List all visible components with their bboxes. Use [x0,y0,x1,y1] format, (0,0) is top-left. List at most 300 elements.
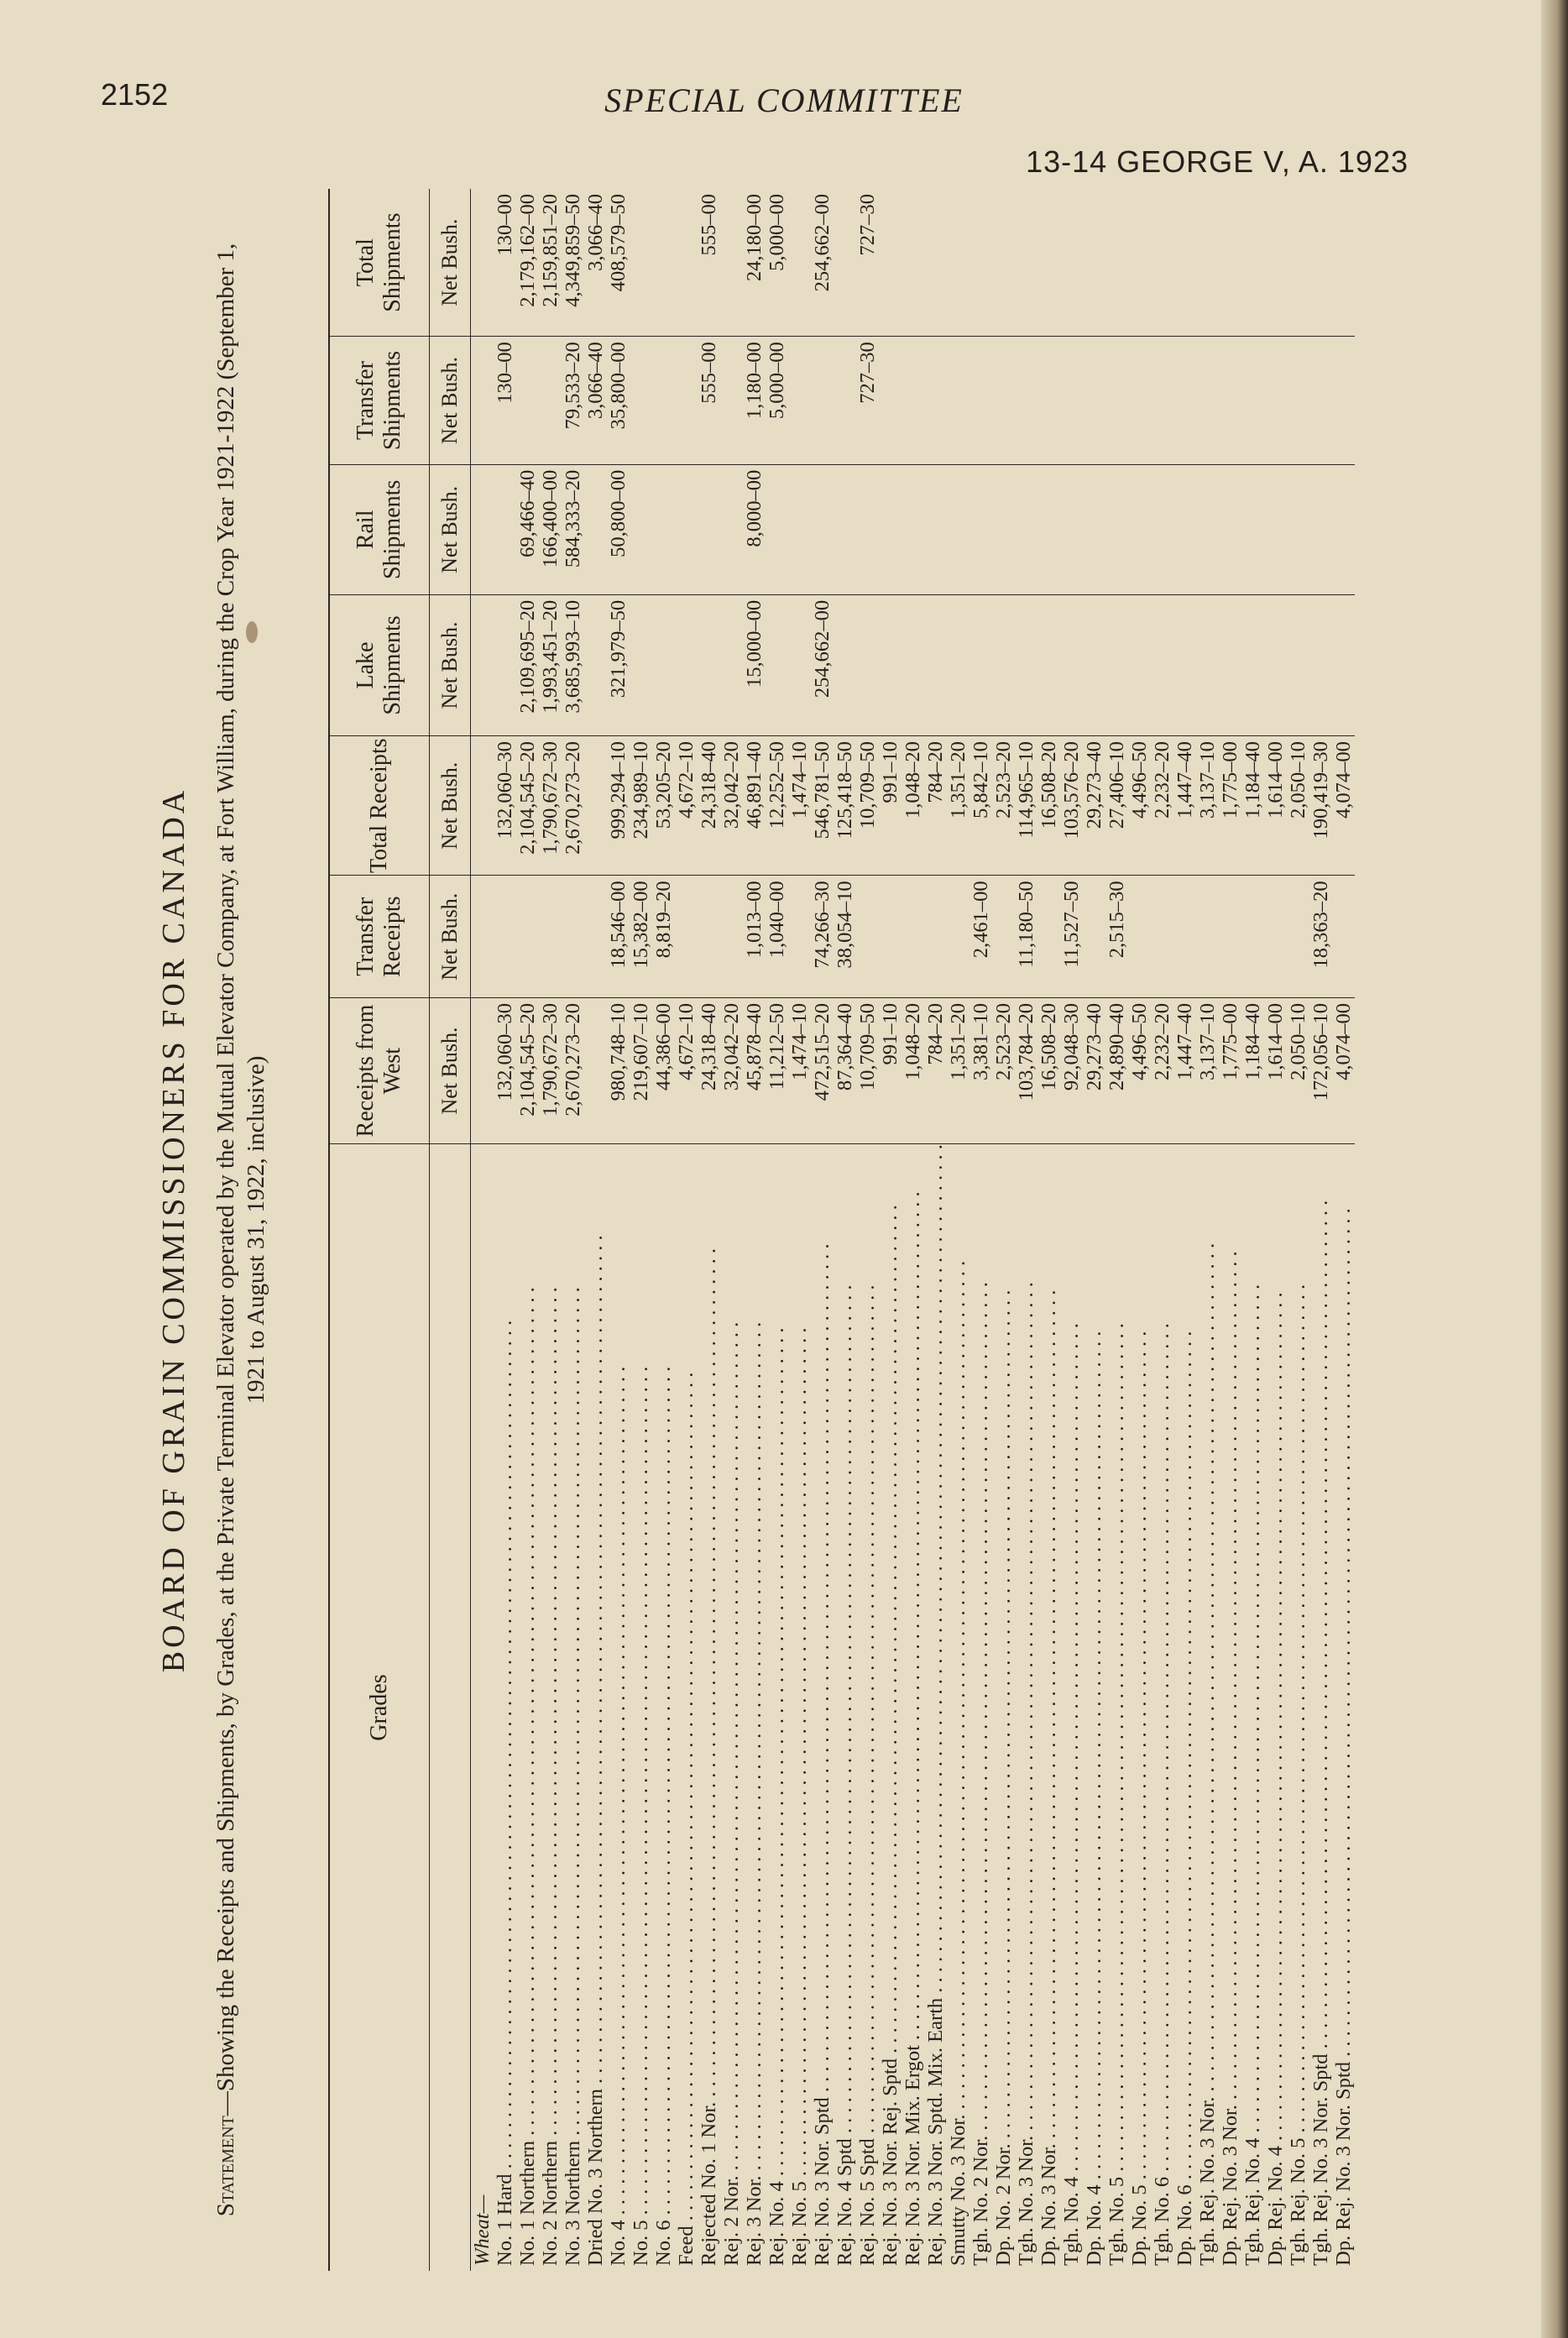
grade-label: Dried No. 3 Northern [584,2089,607,2266]
transfer-shipments-cell [1196,337,1219,465]
grade-cell [630,1144,652,2271]
total-receipts-cell: 103,576–20 [1060,736,1083,876]
table-row [516,189,539,2271]
rail-shipments-cell [1173,464,1196,594]
transfer-shipments-cell [516,337,539,465]
grade-label: No. 1 Northern [516,2140,539,2266]
total-shipments-cell [675,189,698,337]
table-row [494,189,516,2271]
receipts-west-cell: 24,318–40 [698,998,720,1144]
page-running-title: SPECIAL COMMITTEE [604,81,964,119]
rail-shipments-cell [652,464,675,594]
rail-shipments-cell [1287,464,1309,594]
total-receipts-cell: 46,891–40 [743,736,766,876]
table-row [1219,189,1241,2271]
lake-shipments-cell [788,594,811,735]
table-row [788,189,811,2271]
rail-shipments-cell [902,464,924,594]
transfer-receipts-cell [1264,876,1287,998]
transfer-shipments-cell [924,337,947,465]
rail-shipments-cell [834,464,856,594]
transfer-shipments-cell [1083,337,1105,465]
receipts-west-cell: 784–20 [924,998,947,1144]
col-transfer-shipments: Transfer Shipments [329,337,430,465]
total-shipments-cell: 727–30 [856,189,879,337]
transfer-receipts-cell: 11,527–50 [1060,876,1083,998]
transfer-receipts-cell [516,876,539,998]
lake-shipments-cell: 1,993,451–20 [539,594,562,735]
grade-label: No. 4 [607,2220,630,2266]
total-shipments-cell [970,189,992,337]
total-shipments-cell: 4,349,859–50 [562,189,584,337]
lake-shipments-cell [1287,594,1309,735]
transfer-shipments-cell: 130–00 [494,337,516,465]
grade-label: Tgh. No. 3 Nor. [1015,2135,1037,2266]
lake-shipments-cell [1151,594,1173,735]
total-shipments-cell [1332,189,1355,337]
grade-label: Dp. No. 6 [1173,2184,1196,2266]
grade-label: Tgh. No. 5 [1105,2176,1128,2266]
grade-label: No. 1 Hard [494,2173,516,2266]
table-row [1105,189,1128,2271]
transfer-shipments-cell: 555–00 [698,337,720,465]
transfer-shipments-cell [834,337,856,465]
receipts-west-cell: 16,508–20 [1037,998,1060,1144]
grade-label: Tgh. Rej. No. 5 [1287,2137,1309,2266]
grade-cell [675,1144,698,2271]
transfer-receipts-cell: 74,266–30 [811,876,834,998]
receipts-west-cell: 2,050–10 [1287,998,1309,1144]
table-row [1264,189,1287,2271]
unit-label: Net Bush. [430,594,471,735]
receipts-west-cell: 29,273–40 [1083,998,1105,1144]
receipts-west-cell: 980,748–10 [607,998,630,1144]
table-row [630,189,652,2271]
transfer-shipments-cell [811,337,834,465]
table-row [743,189,766,2271]
rail-shipments-cell [1105,464,1128,594]
total-shipments-cell [1083,189,1105,337]
lake-shipments-cell [1105,594,1128,735]
receipts-west-cell: 92,048–30 [1060,998,1083,1144]
col-rail-shipments: Rail Shipments [329,464,430,594]
grade-label: No. 3 Northern [562,2140,584,2266]
table-row [1060,189,1083,2271]
transfer-receipts-cell [992,876,1015,998]
total-receipts-cell: 114,965–10 [1015,736,1037,876]
lake-shipments-cell [1173,594,1196,735]
rail-shipments-cell [698,464,720,594]
transfer-shipments-cell: 79,533–20 [562,337,584,465]
grade-label: Tgh. Rej. No. 3 Nor. Sptd [1309,2053,1332,2266]
lake-shipments-cell [720,594,743,735]
total-receipts-cell: 1,351–20 [947,736,970,876]
total-receipts-cell: 27,406–10 [1105,736,1128,876]
grade-cell [1287,1144,1309,2271]
table-row [1128,189,1151,2271]
table-row [834,189,856,2271]
table-row [879,189,902,2271]
transfer-receipts-cell: 38,054–10 [834,876,856,998]
transfer-receipts-cell [1151,876,1173,998]
receipts-west-cell: 172,056–10 [1309,998,1332,1144]
transfer-receipts-cell: 2,461–00 [970,876,992,998]
unit-label: Net Bush. [430,337,471,465]
grade-cell [1151,1144,1173,2271]
receipts-west-cell: 4,672–10 [675,998,698,1144]
receipts-west-cell: 44,386–00 [652,998,675,1144]
rail-shipments-cell [1060,464,1083,594]
lake-shipments-cell: 3,685,993–10 [562,594,584,735]
receipts-west-cell: 2,523–20 [992,998,1015,1144]
rail-shipments-cell [1332,464,1355,594]
grade-cell [652,1144,675,2271]
total-shipments-cell: 408,579–50 [607,189,630,337]
lake-shipments-cell: 15,000–00 [743,594,766,735]
grade-label: Rej. No. 5 Sptd [856,2138,879,2266]
grade-cell [1105,1144,1128,2271]
transfer-receipts-cell [1173,876,1196,998]
header-row [329,189,430,2271]
col-receipts-west: Receipts from West [329,998,430,1144]
transfer-receipts-cell [675,876,698,998]
grade-cell [788,1144,811,2271]
grade-label: Tgh. No. 6 [1151,2176,1173,2266]
lake-shipments-cell [879,594,902,735]
rail-shipments-cell: 50,800–00 [607,464,630,594]
lake-shipments-cell: 321,979–50 [607,594,630,735]
rail-shipments-cell [1037,464,1060,594]
grade-cell [607,1144,630,2271]
transfer-shipments-cell [992,337,1015,465]
total-receipts-cell: 1,474–10 [788,736,811,876]
transfer-receipts-cell [1219,876,1241,998]
receipts-west-cell: 991–10 [879,998,902,1144]
unit-row [430,189,471,2271]
total-shipments-cell: 3,066–40 [584,189,607,337]
grade-cell [1060,1144,1083,2271]
transfer-receipts-cell [720,876,743,998]
table-row [992,189,1015,2271]
transfer-shipments-cell [788,337,811,465]
total-receipts-cell: 991–10 [879,736,902,876]
grade-label: Dp. Rej. No. 4 [1264,2146,1287,2266]
rail-shipments-cell: 584,333–20 [562,464,584,594]
total-receipts-cell: 2,523–20 [992,736,1015,876]
total-shipments-cell [924,189,947,337]
grade-cell [1015,1144,1037,2271]
receipts-west-cell: 2,670,273–20 [562,998,584,1144]
rail-shipments-cell [924,464,947,594]
transfer-shipments-cell [1015,337,1037,465]
grade-label: Rej. 3 Nor. [743,2175,766,2266]
total-receipts-cell: 3,137–10 [1196,736,1219,876]
grade-label: Rej. No. 3 Nor. Mix. Ergot [902,2045,924,2266]
table-row [1241,189,1264,2271]
unit-label: Net Bush. [430,464,471,594]
grade-label: Rej. No. 3 Nor. Sptd [811,2097,834,2266]
rail-shipments-cell [1128,464,1151,594]
rail-shipments-cell [720,464,743,594]
receipts-west-cell: 3,381–10 [970,998,992,1144]
total-receipts-cell: 10,709–50 [856,736,879,876]
transfer-shipments-cell [1105,337,1128,465]
receipts-west-cell: 1,184–40 [1241,998,1264,1144]
unit-label: Net Bush. [430,876,471,998]
lake-shipments-cell [1264,594,1287,735]
col-transfer-receipts: Transfer Receipts [329,876,430,998]
transfer-receipts-cell: 18,546–00 [607,876,630,998]
transfer-receipts-cell [1241,876,1264,998]
rail-shipments-cell: 69,466–40 [516,464,539,594]
lake-shipments-cell [1060,594,1083,735]
total-shipments-cell [834,189,856,337]
rail-shipments-cell [970,464,992,594]
rail-shipments-cell [811,464,834,594]
total-receipts-cell: 29,273–40 [1083,736,1105,876]
total-shipments-cell [1219,189,1241,337]
transfer-shipments-cell [947,337,970,465]
grade-label: Feed [675,2226,698,2266]
table-row [1196,189,1219,2271]
receipts-west-cell: 32,042–20 [720,998,743,1144]
total-receipts-cell: 132,060–30 [494,736,516,876]
grade-cell [562,1144,584,2271]
total-shipments-cell [1128,189,1151,337]
unit-label: Net Bush. [430,189,471,337]
transfer-shipments-cell [1287,337,1309,465]
total-shipments-cell: 2,179,162–00 [516,189,539,337]
table-row [924,189,947,2271]
transfer-shipments-cell [902,337,924,465]
rail-shipments-cell [992,464,1015,594]
total-receipts-cell: 2,104,545–20 [516,736,539,876]
lake-shipments-cell: 254,662–00 [811,594,834,735]
rail-shipments-cell [630,464,652,594]
total-receipts-cell: 2,232–20 [1151,736,1173,876]
rail-shipments-cell [1151,464,1173,594]
transfer-receipts-cell [1083,876,1105,998]
table-row [720,189,743,2271]
transfer-receipts-cell: 18,363–20 [1309,876,1332,998]
grade-cell [947,1144,970,2271]
lake-shipments-cell [630,594,652,735]
transfer-receipts-cell [539,876,562,998]
total-shipments-cell: 24,180–00 [743,189,766,337]
transfer-shipments-cell [1241,337,1264,465]
rail-shipments-cell [788,464,811,594]
transfer-shipments-cell: 727–30 [856,337,879,465]
caption-lead: Statement [212,2116,239,2217]
lake-shipments-cell [1309,594,1332,735]
transfer-shipments-cell: 3,066–40 [584,337,607,465]
total-shipments-cell: 130–00 [494,189,516,337]
lake-shipments-cell [766,594,788,735]
grade-label: Dp. Rej. No. 3 Nor. Sptd [1332,2062,1355,2266]
lake-shipments-cell [494,594,516,735]
transfer-receipts-cell [698,876,720,998]
transfer-shipments-cell [1037,337,1060,465]
grade-cell [1241,1144,1264,2271]
transfer-receipts-cell [1128,876,1151,998]
grade-label: No. 6 [652,2220,675,2266]
total-receipts-cell: 234,989–10 [630,736,652,876]
receipts-west-cell: 103,784–20 [1015,998,1037,1144]
transfer-receipts-cell [856,876,879,998]
transfer-receipts-cell [1287,876,1309,998]
table-row [652,189,675,2271]
lake-shipments-cell [902,594,924,735]
grade-label: Dp. Rej. No. 3 Nor. [1219,2105,1241,2266]
grade-label: No. 2 Northern [539,2140,562,2266]
lake-shipments-cell [856,594,879,735]
transfer-receipts-cell: 1,040–00 [766,876,788,998]
rotated-statement [155,189,1414,2271]
grade-cell [1083,1144,1105,2271]
receipts-west-cell: 1,775–00 [1219,998,1241,1144]
section-label: Wheat— [471,2194,494,2266]
page-number: 2152 [101,77,169,112]
grade-label: Dp. No. 2 Nor. [992,2143,1015,2266]
receipts-west-cell: 1,614–00 [1264,998,1287,1144]
grade-label: Rej. No. 4 Sptd [834,2138,856,2266]
grade-cell [902,1144,924,2271]
total-shipments-cell [1309,189,1332,337]
receipts-west-cell: 4,496–50 [1128,998,1151,1144]
total-receipts-cell: 4,496–50 [1128,736,1151,876]
total-receipts-cell [584,736,607,876]
transfer-receipts-cell [1196,876,1219,998]
lake-shipments-cell [947,594,970,735]
transfer-shipments-cell [1060,337,1083,465]
total-shipments-cell [1105,189,1128,337]
total-receipts-cell: 2,670,273–20 [562,736,584,876]
transfer-receipts-cell [924,876,947,998]
table-row [698,189,720,2271]
total-receipts-cell: 125,418–50 [834,736,856,876]
rail-shipments-cell: 8,000–00 [743,464,766,594]
total-receipts-cell: 546,781–50 [811,736,834,876]
rail-shipments-cell [1241,464,1264,594]
transfer-shipments-cell [1332,337,1355,465]
grade-label: Dp. No. 3 Nor. [1037,2143,1060,2266]
total-receipts-cell: 1,184–40 [1241,736,1264,876]
grade-cell [992,1144,1015,2271]
total-shipments-cell [1287,189,1309,337]
total-shipments-cell [788,189,811,337]
receipts-west-cell: 87,364–40 [834,998,856,1144]
total-receipts-cell: 1,775–00 [1219,736,1241,876]
receipts-west-cell: 1,474–10 [788,998,811,1144]
lake-shipments-cell [970,594,992,735]
transfer-shipments-cell [1264,337,1287,465]
page-binding-edge [1541,0,1568,2338]
table-row [970,189,992,2271]
rail-shipments-cell: 166,400–00 [539,464,562,594]
grade-cell [584,1144,607,2271]
grade-cell [1196,1144,1219,2271]
transfer-receipts-cell [788,876,811,998]
grade-cell [1264,1144,1287,2271]
statement-caption [211,222,278,2237]
total-shipments-cell: 2,159,851–20 [539,189,562,337]
total-shipments-cell [879,189,902,337]
table-row [1332,189,1355,2271]
grade-label: Tgh. Rej. No. 4 [1241,2137,1264,2266]
table-row [1287,189,1309,2271]
lake-shipments-cell [834,594,856,735]
grade-label: Rej. No. 4 [766,2181,788,2266]
receipts-west-cell: 472,515–20 [811,998,834,1144]
lake-shipments-cell [1219,594,1241,735]
transfer-shipments-cell [675,337,698,465]
grade-cell [766,1144,788,2271]
unit-blank [430,1144,471,2271]
table-row [1015,189,1037,2271]
grade-cell [1037,1144,1060,2271]
session-label: 13-14 GEORGE V, A. 1923 [1026,144,1409,179]
rail-shipments-cell [766,464,788,594]
receipts-west-cell: 132,060–30 [494,998,516,1144]
lake-shipments-cell [1083,594,1105,735]
rail-shipments-cell [1196,464,1219,594]
table-row [811,189,834,2271]
transfer-shipments-cell [539,337,562,465]
receipts-west-cell: 24,890–40 [1105,998,1128,1144]
table-body [471,189,1356,2271]
transfer-receipts-cell: 15,382–00 [630,876,652,998]
total-receipts-cell: 4,074–00 [1332,736,1355,876]
total-shipments-cell: 555–00 [698,189,720,337]
transfer-shipments-cell: 1,180–00 [743,337,766,465]
grade-cell [1128,1144,1151,2271]
board-heading: BOARD OF GRAIN COMMISSIONERS FOR CANADA [156,787,191,1673]
transfer-shipments-cell [879,337,902,465]
total-receipts-cell: 1,447–40 [1173,736,1196,876]
total-receipts-cell: 32,042–20 [720,736,743,876]
grade-cell [698,1144,720,2271]
lake-shipments-cell [1332,594,1355,735]
grade-cell [743,1144,766,2271]
table-row [1151,189,1173,2271]
total-shipments-cell [1015,189,1037,337]
total-shipments-cell [1264,189,1287,337]
table-row [562,189,584,2271]
lake-shipments-cell [1241,594,1264,735]
total-receipts-cell: 1,790,672–30 [539,736,562,876]
grade-label: Tgh. No. 2 Nor. [970,2135,992,2266]
grade-label: Tgh. Rej. No. 3 Nor. [1196,2096,1219,2266]
receipts-west-cell: 1,048–20 [902,998,924,1144]
total-receipts-cell: 190,419–30 [1309,736,1332,876]
grade-label: Dp. No. 4 [1083,2184,1105,2266]
transfer-receipts-cell [494,876,516,998]
table-row [1309,189,1332,2271]
total-receipts-cell: 999,294–10 [607,736,630,876]
rail-shipments-cell [947,464,970,594]
transfer-shipments-cell [970,337,992,465]
grade-cell [879,1144,902,2271]
total-shipments-cell [630,189,652,337]
unit-label: Net Bush. [430,736,471,876]
lake-shipments-cell [1196,594,1219,735]
total-shipments-cell [947,189,970,337]
total-receipts-cell: 1,614–00 [1264,736,1287,876]
total-receipts-cell: 784–20 [924,736,947,876]
grade-cell [494,1144,516,2271]
grade-cell [856,1144,879,2271]
unit-label: Net Bush. [430,998,471,1144]
